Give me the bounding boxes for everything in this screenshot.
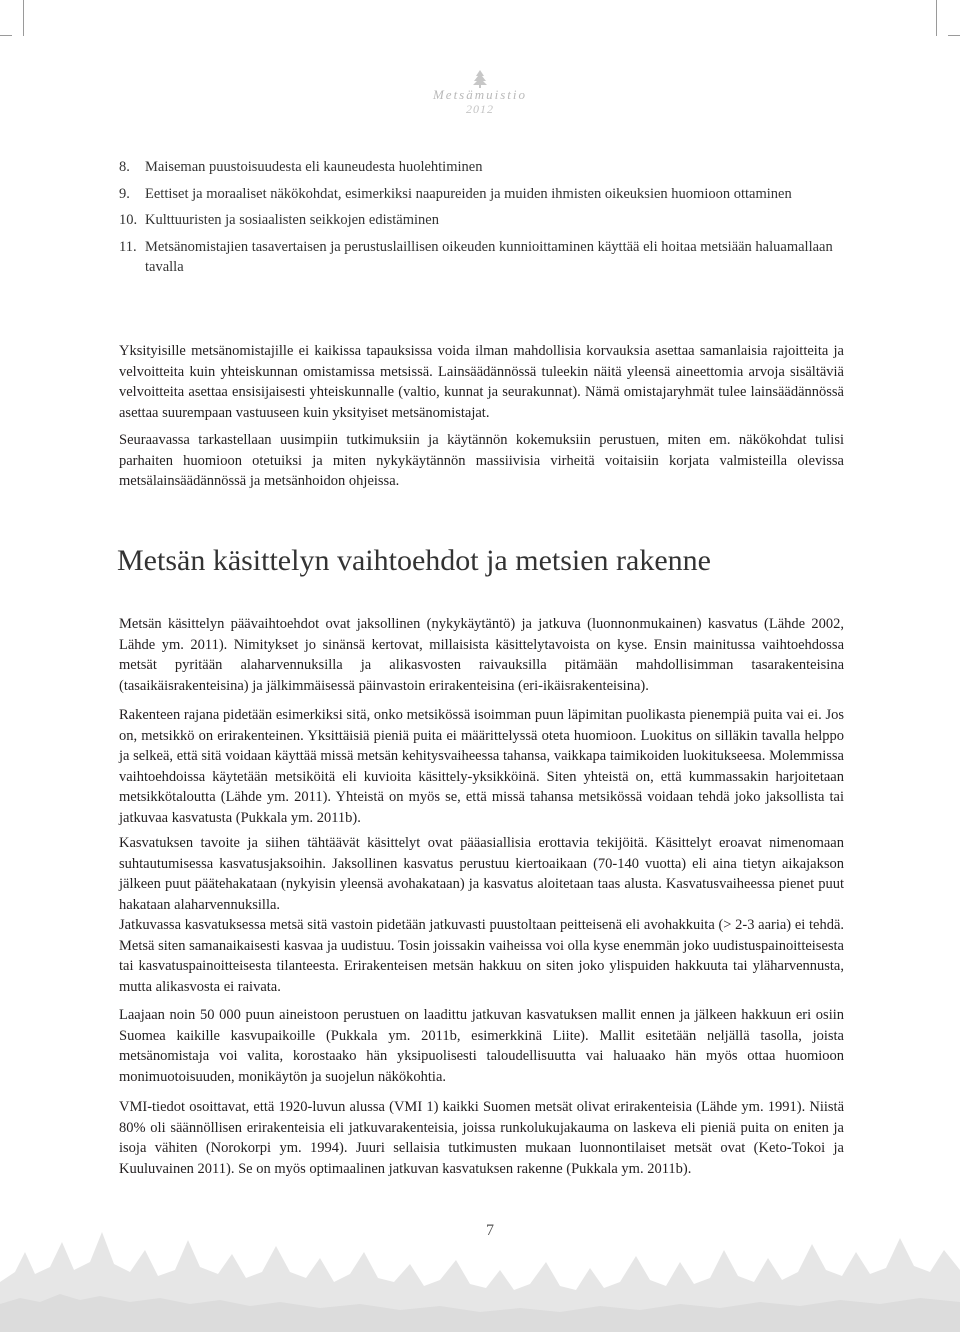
- list-text: Metsänomistajien tasavertaisen ja perustuslaillisen oikeuden kunnioittaminen käyttää eli hoitaa metsiään haluamallaan tavalla: [145, 238, 833, 275]
- list-number: 10.: [119, 212, 138, 228]
- section-paragraph: Kasvatuksen tavoite ja siihen tähtäävät käsittelyt ovat pääasiallisia erottavia tekijöitä. Käsittelyt eroavat nimenomaan suhtautumisessa kasvatusjaksoihin. Jaksollinen kasvatus perustuu kiertoaikaan (70-140 vuotta) eli aina tietyn aikajakson jälkeen puut päätehakataan (nykyisin yleensä avohakataan) ja kasvatus aloitetaan taas alusta. Kasvatusvaiheessa pienet puut hakataan alaharvennuksilla.: [119, 835, 844, 913]
- list-item: [119, 184, 844, 205]
- section-paragraph: Metsän käsittelyn päävaihtoehdot ovat jaksollinen (nykykäytäntö) ja jatkuva (luonnonmukainen) kasvatus (Lähde 2002, Lähde ym. 2011). Nimitykset jo sinänsä kertovat, millaisista käsittelytavoista on kyse. Ensin mainitussa vaihtoehdossa metsät pyritään alaharvennuksilla ja alikasvosten raivauksilla pitämään mahdollisimman tasarakenteisina (tasaikäisrakenteisina) ja jälkimmäisessä päinvastoin erirakenteisina (eri-ikäisrakenteisina).: [119, 616, 844, 694]
- crop-mark-top-right-h: [948, 35, 960, 36]
- section-heading: Metsän käsittelyn vaihtoehdot ja metsien rakenne: [117, 544, 711, 577]
- crop-mark-top-left: [23, 0, 24, 36]
- tree-logo-icon: [473, 70, 487, 88]
- list-item: [119, 210, 844, 231]
- list-item: [119, 237, 844, 278]
- intro-paragraph: Yksityisille metsänomistajille ei kaikissa tapauksissa voida ilman mahdollisia korvauksia asettaa samanlaisia rajoitteita ja velvoitteita kuin yhteiskunnan omistamissa metsissä. Lainsäädännössä tuleekin näitä yleensä aineettomia arvoja sisältäviä velvoitteita asettaa ensisijaisesti yhteiskunnalle (valtio, kunnat ja seurakunnat). Nämä omistajaryhmät tulee lainsäädännössä asettaa suurempaan vastuuseen kuin yksityiset metsänomistajat.: [119, 343, 844, 421]
- publication-name: Metsämuistio: [432, 87, 528, 102]
- section-paragraph: VMI-tiedot osoittavat, että 1920-luvun alussa (VMI 1) kaikki Suomen metsät olivat erirakenteisia (Lähde ym. 1991). Niistä 80% oli säännöllisen erirakenteisia eli jatkuvarakenteisia, joissa runkolukujakauma on laskeva eli pieniä puita on eniten ja isoja vähiten (Norokorpi ym. 1994). Juuri sellaisia tutkimusten mukaan luonnontilaiset metsät ovat (Keto-Tokoi ja Kuuluvainen 2011). Se on myös optimaalinen jatkuvan kasvatuksen rakenne (Pukkala ym. 2011b).: [119, 1099, 844, 1177]
- crop-mark-top-left-h: [0, 35, 12, 36]
- list-text: Maiseman puustoisuudesta eli kauneudesta huolehtiminen: [145, 159, 483, 175]
- list-number: 8.: [119, 159, 130, 175]
- running-header: [400, 70, 560, 116]
- section-paragraph: Jatkuvassa kasvatuksessa metsä sitä vastoin pidetään jatkuvasti puustoltaan peitteisenä eli avohakkuita (> 2-3 aaria) ei tehdä. Metsä siten samanaikaisesti kasvaa ja uudistuu. Tosin joissakin vaiheissa voi olla kyse enemmän joko uudistuspainoitteisesta tai kasvatuspainoitteisesta tilanteesta. Erirakenteisen metsän hakkuu on siten joko ylispuiden hakkuuta tai yläharvennusta, mutta alikasvosta ei raivata.: [119, 917, 844, 995]
- intro-paragraph: Seuraavassa tarkastellaan uusimpiin tutkimuksiin ja käytännön kokemuksiin perustuen, miten em. näkökohdat tulisi parhaiten huomioon otetuiksi ja miten nykykäytännön massiivisia virheitä voitaisiin korjata valmisteilla olevissa metsälainsäädännössä ja metsänhoidon ohjeissa.: [119, 432, 844, 489]
- list-item: [119, 157, 844, 178]
- numbered-list: [119, 157, 844, 284]
- page-number: 7: [486, 1222, 494, 1239]
- publication-year: 2012: [466, 102, 494, 116]
- section-paragraph: Laajaan noin 50 000 puun aineistoon perustuen on laadittu jatkuvan kasvatuksen mallit ennen ja jälkeen hakkuun eri osiin Suomea kaikille kasvupaikoille (Pukkala ym. 2011b, esimerkkinä Liite). Mallit esitetään neljällä tasolla, joista metsänomistaja voi valita, korostaako hän yksipuolisesti taloudellisuutta vai haluaako hän myös ottaa huomioon monimuotoisuuden, monikäytön ja suojelun näkökohtia.: [119, 1007, 844, 1085]
- list-text: Eettiset ja moraaliset näkökohdat, esimerkiksi naapureiden ja muiden ihmisten oikeuksien huomioon ottaminen: [145, 185, 792, 202]
- crop-mark-top-right: [936, 0, 937, 36]
- list-text: Kulttuuristen ja sosiaalisten seikkojen edistäminen: [145, 212, 439, 228]
- list-number: 9.: [119, 185, 130, 202]
- list-number: 11.: [119, 238, 137, 255]
- section-paragraph: Rakenteen rajana pidetään esimerkiksi sitä, onko metsikössä isoimman puun läpimitan puolikasta pienempiä puita vai ei. Jos on, metsikkö on erirakenteinen. Yksittäisiä pieniä puita ei määrittelyssä oteta huomioon. Luokitus on silläkin tavalla helppo ja selkeä, että sitä voidaan käyttää missä metsän kehitysvaiheessa tahansa, vaikkapa taimikoiden luokitukseesa. Molemmissa vaihtoehdoissa käytetään metsiköitä eli kuvioita käsittely-yksikköinä. Siten yhteistä on, että kummassakin harjoitetaan metsikkötaloutta (Lähde ym. 2011). Yhteistä on myös se, että missä tahansa metsikössä voidaan tehdä joko jaksollista tai jatkuvaa kasvatusta (Pukkala ym. 2011b).: [119, 707, 844, 826]
